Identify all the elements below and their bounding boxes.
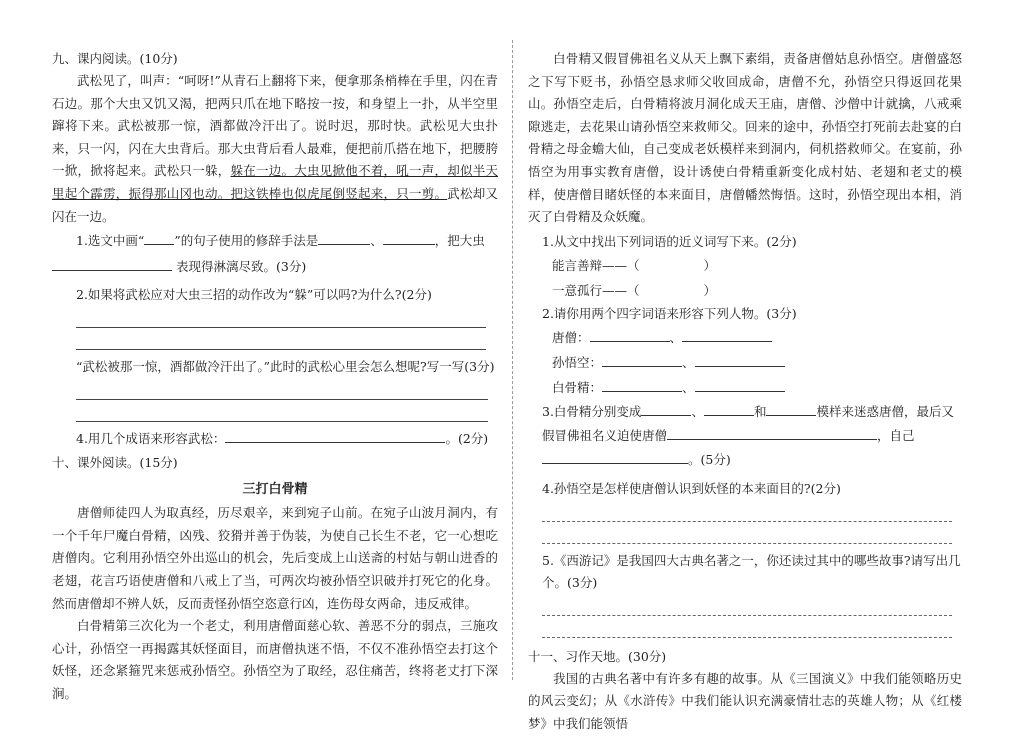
character-row: 唐僧： 、 — [528, 325, 962, 350]
answer-blank[interactable] — [602, 379, 682, 392]
answer-line[interactable] — [542, 500, 952, 522]
answer-blank[interactable] — [225, 430, 445, 443]
passage-text: 武松见了，叫声：“呵呀!”从青石上翻将下来，便拿那条梢棒在手里，闪在青石边。那个大虫又饥又渴，把两只爪在地下略按一按，和身望上一扑，从半空里蹿将下来。武松被那一惊，酒都做冷汗出了。说时迟，那时快。武松见大虫扑来，只一闪，闪在大虫背后。那大虫背后看人最难，便把前爪搭在地下，把腰胯一掀，掀将起来。武松只一躲， — [52, 73, 498, 179]
question-4: 4.用几个成语来形容武松： 。(2分) — [76, 431, 489, 447]
answer-line[interactable] — [542, 522, 952, 544]
answer-line[interactable] — [542, 594, 952, 616]
section-9-heading: 九、课内阅读。(10分) — [52, 51, 178, 66]
answer-line[interactable] — [76, 378, 488, 400]
answer-blank[interactable] — [704, 403, 754, 416]
synonym-row: 一意孤行——（ ） — [552, 282, 717, 298]
story-title: 三打白骨精 — [242, 482, 308, 498]
answer-blank[interactable] — [608, 451, 688, 464]
synonym-row: 能言善辩——（ ） — [552, 257, 717, 273]
essay-prompt: 我国的古典名著中有许多有趣的故事。从《三国演义》中我们能领略历史的风云变幻；从《水浒传》中我们能认识充满豪情壮志的英雄人物；从《红楼梦》中我们能领悟 — [528, 670, 962, 731]
passage-paragraph — [52, 70, 498, 228]
answer-blank[interactable] — [590, 329, 670, 342]
question-r3: 3.白骨精分别变成 、 和 模样来迷惑唐僧，最后又假冒佛祖名义迫使唐僧 ，自己。(5分) — [542, 403, 954, 467]
character-row: 白骨精： 、 — [528, 375, 962, 400]
answer-blank[interactable] — [695, 354, 785, 367]
right-column — [528, 48, 962, 736]
blank[interactable] — [144, 232, 174, 245]
answer-blank[interactable] — [52, 258, 172, 271]
question-r2: 2.请你用两个四字词语来形容下列人物。(3分) — [542, 305, 797, 321]
story-paragraph: 白骨精第三次化为一个老丈，利用唐僧面慈心软、善恶不分的弱点，三施攻心计，孙悟空一再揭露其妖怪面目，而唐僧执迷不悟，不仅不准孙悟空去打这个妖怪，还念紧箍咒来惩戒孙悟空。孙悟空为了取经，忍住痛苦，终将老丈打下深涧。 — [52, 618, 498, 701]
question-2: 2.如果将武松应对大虫三招的动作改为“躲”可以吗?为什么?(2分) — [76, 287, 432, 303]
question-1-cont: 表现得淋漓尽致。(3分) — [52, 256, 498, 278]
answer-blank[interactable] — [695, 379, 785, 392]
answer-blank[interactable] — [667, 427, 877, 440]
story-paragraph: 白骨精又假冒佛祖名义从天上飘下素绢，责备唐僧姑息孙悟空。唐僧盛怒之下写下贬书，孙悟空恳求师父收回成命，唐僧不允，孙悟空只得返回花果山。孙悟空走后，白骨精将波月洞化成天王庙，唐僧、沙僧中计就擒，八戒乘隙逃走，去花果山请孙悟空来救师父。回来的途中，孙悟空打死前去赴宴的白骨精之母金蟾大仙，自己变成老妖模样来到洞内，伺机搭救师父。在宴前，孙悟空为用事实教育唐僧，设计诱使白骨精重新变化成村姑、老翅和老丈的模样，使唐僧目睹妖怪的本来面目，唐僧幡然悔悟。这时，孙悟空现出本相，消灭了白骨精及众妖魔。 — [528, 51, 962, 225]
answer-blank[interactable] — [602, 354, 682, 367]
underlined-sentence: 躲在一边。大虫见掀他不着，吼一声，却似半天里起个霹雳，振得那山冈也动。把这铁棒也似虎尾倒竖起来，只一剪。 — [52, 163, 498, 201]
answer-blank[interactable] — [641, 403, 691, 416]
story-paragraph: 唐僧师徒四人为取真经，历尽艰辛，来到宛子山前。在宛子山波月洞内，有一个千年尸魔白骨精，凶残、狡猾并善于伪装，为使自己长生不老，它一心想吃唐僧肉。它利用孙悟空外出巡山的机会，先后变成上山送斋的村姑与朝山进香的老翅，花言巧语使唐僧和八戒上了当，可两次均被孙悟空识破并打死它的化身。然而唐僧却不辨人妖，反而责怪孙悟空恣意行凶，连伤母女两命，违反戒律。 — [52, 505, 498, 611]
column-divider — [512, 40, 513, 680]
section-10-heading: 十、课外阅读。(15分) — [52, 455, 178, 471]
answer-line[interactable] — [76, 328, 486, 350]
answer-blank[interactable] — [766, 403, 816, 416]
answer-line[interactable] — [76, 306, 486, 328]
answer-blank[interactable] — [383, 232, 435, 245]
left-column — [52, 48, 498, 706]
answer-line[interactable] — [76, 400, 488, 422]
character-row: 孙悟空： 、 — [528, 350, 962, 375]
question-r5: 5.《西游记》是我国四大古典名著之一，你还读过其中的哪些故事?请写出几个。(3分) — [542, 552, 961, 590]
answer-blank[interactable] — [682, 329, 772, 342]
question-1: 1.选文中画“ ”的句子使用的修辞手法是 、 ，把大虫 — [76, 233, 485, 249]
question-r1: 1.从文中找出下列词语的近义词写下来。(2分) — [542, 233, 797, 249]
answer-blank[interactable] — [318, 232, 370, 245]
passage-text-end: 武松却又闪在一边。 — [52, 185, 498, 224]
answer-line[interactable] — [542, 616, 952, 638]
question-r4: 4.孙悟空是怎样使唐僧认识到妖怪的本来面目的?(2分) — [542, 480, 841, 496]
answer-blank[interactable] — [542, 451, 608, 464]
section-11-heading: 十一、习作天地。(30分) — [528, 648, 667, 664]
question-3: “武松被那一惊，酒都做冷汗出了。”此时的武松心里会怎么想呢?写一写(3分) — [76, 359, 495, 375]
